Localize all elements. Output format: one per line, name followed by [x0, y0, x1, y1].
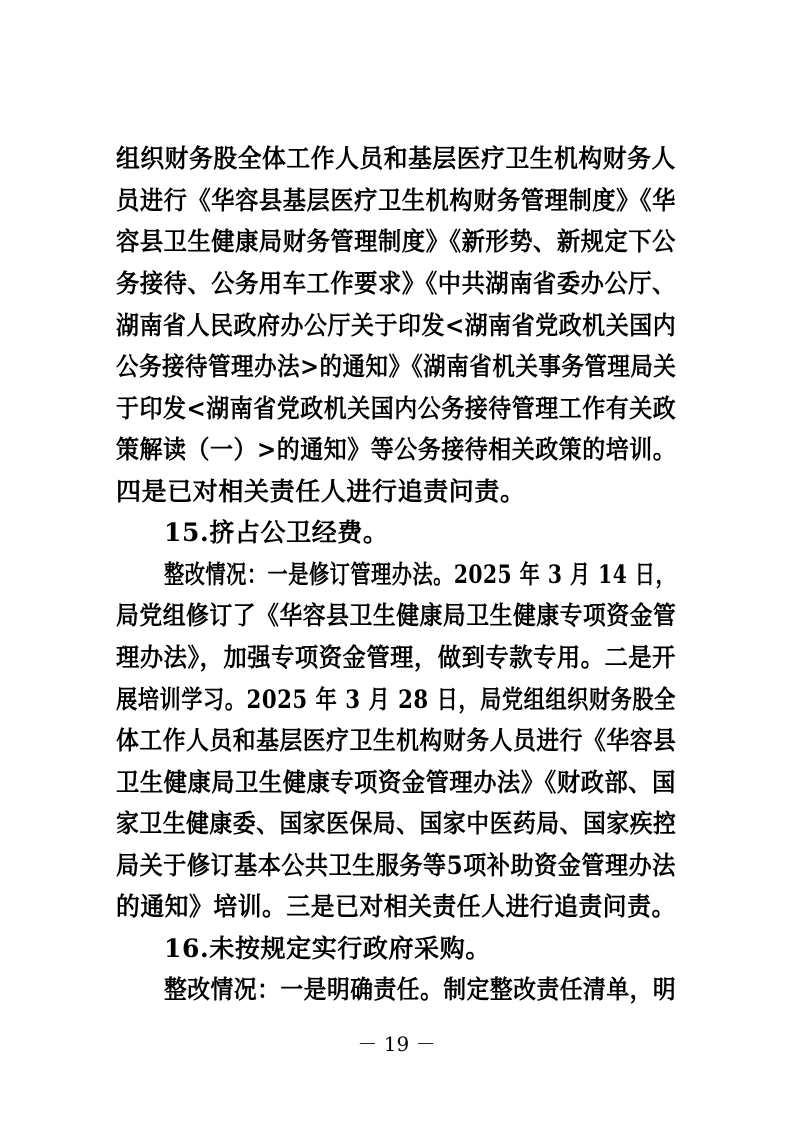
text-line: 公务接待管理办法>的通知》《湖南省机关事务管理局关	[116, 352, 677, 381]
text-line: 局关于修订基本公共卫生服务等5项补助资金管理办法	[116, 851, 676, 880]
text-line: 湖南省人民政府办公厅关于印发<湖南省党政机关国内	[116, 311, 677, 340]
section-heading-16: 16.未按规定实行政府采购。	[164, 934, 491, 963]
text-line: 体工作人员和基层医疗卫生机构财务人员进行《华容县	[116, 726, 677, 755]
text-line: 局党组修订了《华容县卫生健康局卫生健康专项资金管	[116, 601, 677, 630]
text-line: 展培训学习。2025 年 3 月 28 日，局党组组织财务股全	[116, 685, 676, 714]
text-line: 的通知》培训。三是已对相关责任人进行追责问责。	[116, 892, 676, 921]
text-line: 策解读（一）>的通知》等公务接待相关政策的培训。	[116, 435, 677, 464]
text-line: 于印发<湖南省党政机关国内公务接待管理工作有关政	[116, 394, 677, 423]
section-heading-15: 15.挤占公卫经费。	[164, 518, 389, 547]
text-line: 家卫生健康委、国家医保局、国家中医药局、国家疾控	[116, 809, 677, 838]
text-line: 四是已对相关责任人进行追责问责。	[116, 477, 526, 506]
page-number: － 19 －	[357, 1032, 436, 1056]
text-line: 务接待、公务用车工作要求》《中共湖南省委办公厅、	[116, 269, 676, 298]
text-line: 容县卫生健康局财务管理制度》《新形势、新规定下公	[116, 227, 676, 256]
text-line: 员进行《华容县基层医疗卫生机构财务管理制度》《华	[116, 186, 676, 215]
text-line: 整改情况：一是修订管理办法。2025 年 3 月 14 日，	[164, 560, 677, 589]
text-line: 组织财务股全体工作人员和基层医疗卫生机构财务人	[116, 144, 676, 173]
text-line: 整改情况：一是明确责任。制定整改责任清单，明	[164, 975, 677, 1004]
text-line: 卫生健康局卫生健康专项资金管理办法》《财政部、国	[116, 768, 676, 797]
text-line: 理办法》，加强专项资金管理，做到专款专用。二是开	[116, 643, 676, 672]
